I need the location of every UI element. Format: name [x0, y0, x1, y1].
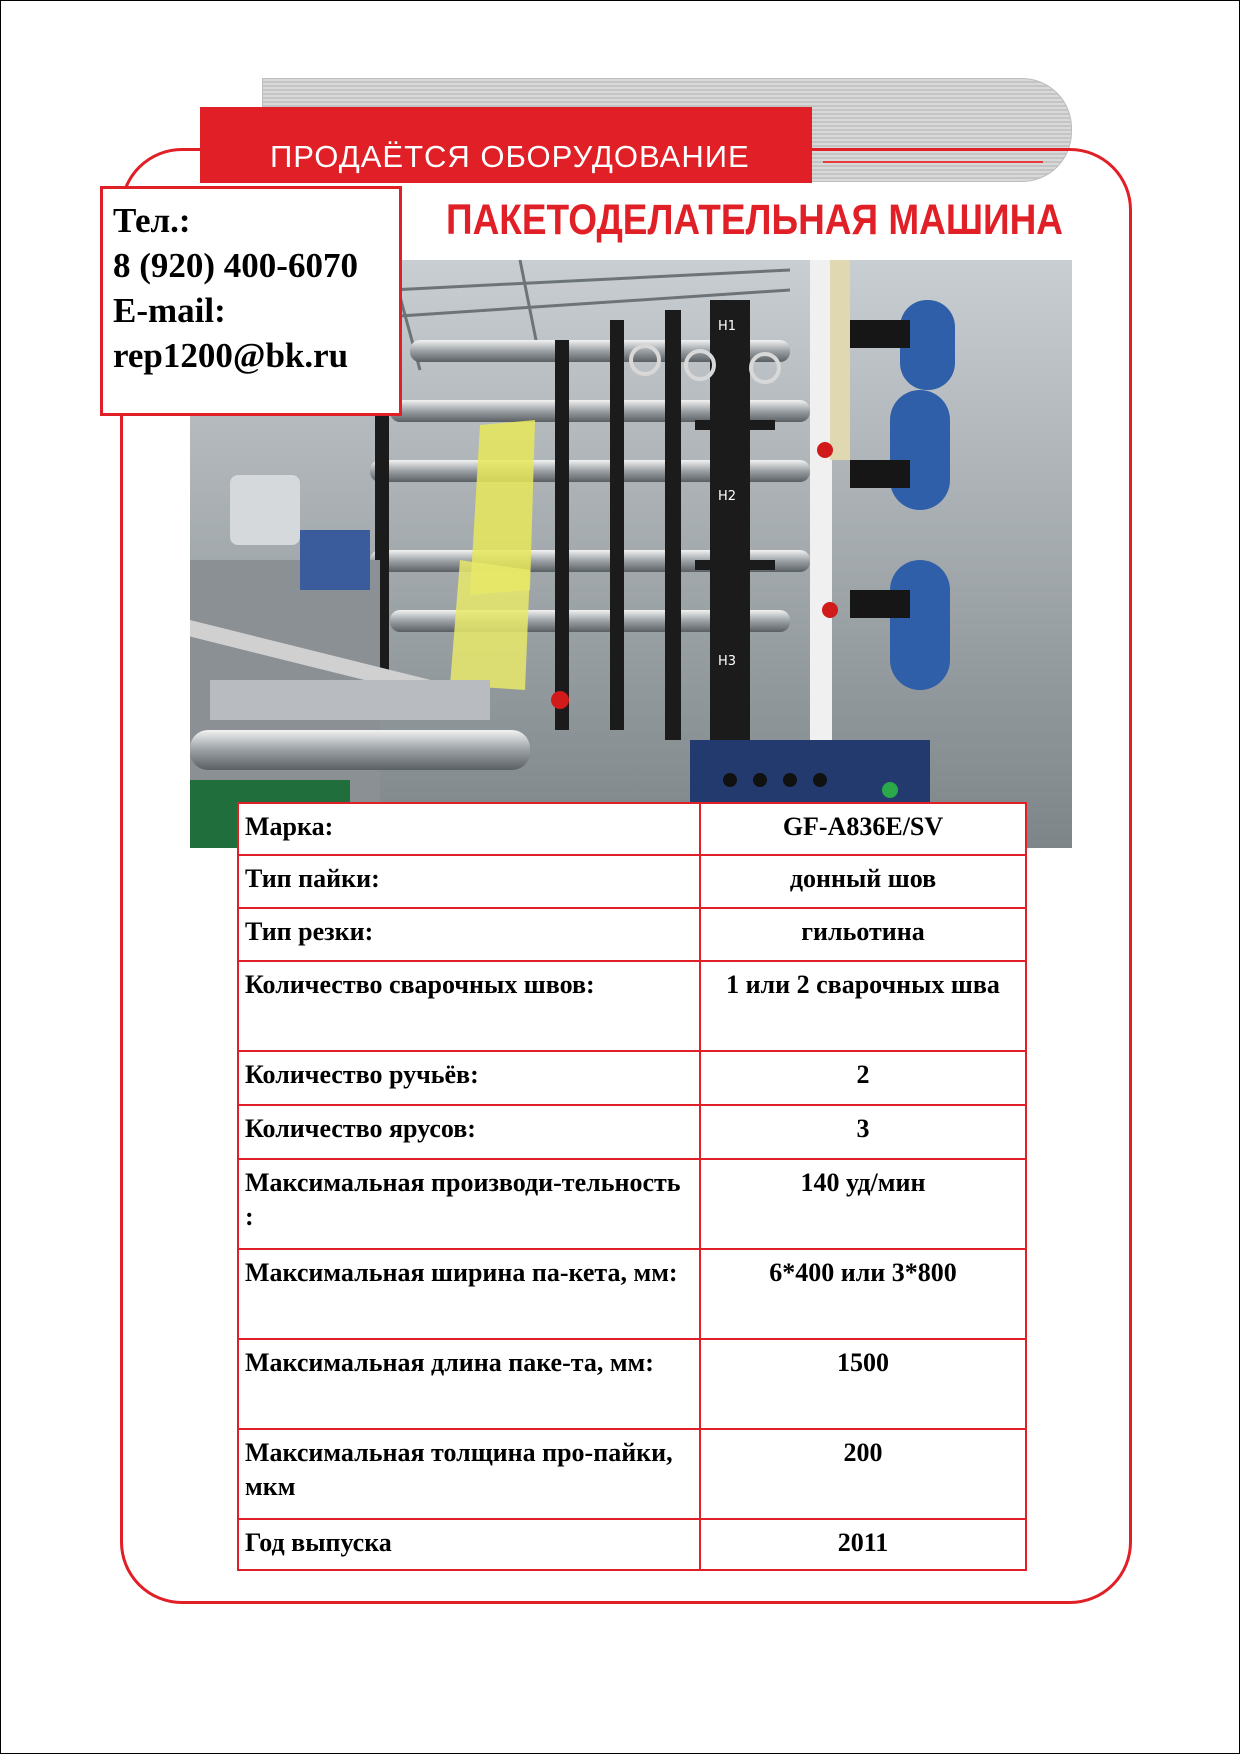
spec-value: донный шов: [700, 855, 1026, 908]
table-row: [238, 1159, 1026, 1249]
table-row: [238, 1339, 1026, 1429]
table-row: [238, 855, 1026, 908]
spec-key: Максимальная длина паке-та, мм:: [238, 1339, 700, 1429]
spec-key: Максимальная ширина па-кета, мм:: [238, 1249, 700, 1339]
spec-value: GF-A836E/SV: [700, 803, 1026, 855]
email-label: E-mail:: [113, 291, 226, 330]
phone-label: Тел.:: [113, 201, 191, 240]
spec-key: Год выпуска: [238, 1519, 700, 1570]
spec-key: Максимальная производи-тельность :: [238, 1159, 700, 1249]
page-title: ПАКЕТОДЕЛАТЕЛЬНАЯ МАШИНА: [446, 196, 1063, 244]
contact-box: [100, 186, 402, 416]
spec-value: 3: [700, 1105, 1026, 1159]
table-row: [238, 1429, 1026, 1519]
table-row: [238, 908, 1026, 961]
header-banner: [200, 107, 812, 183]
spec-value: 1 или 2 сварочных шва: [700, 961, 1026, 1051]
spec-key: Марка:: [238, 803, 700, 855]
table-row: [238, 1519, 1026, 1570]
spec-value: 2: [700, 1051, 1026, 1105]
email-address: rep1200@bk.ru: [113, 336, 349, 375]
spec-key: Количество ярусов:: [238, 1105, 700, 1159]
banner-text: ПРОДАЁТСЯ ОБОРУДОВАНИЕ: [270, 139, 750, 174]
spec-value: 140 уд/мин: [700, 1159, 1026, 1249]
spec-value: 6*400 или 3*800: [700, 1249, 1026, 1339]
photo-label-h3: H3: [718, 654, 737, 669]
table-row: [238, 961, 1026, 1051]
spec-key: Тип пайки:: [238, 855, 700, 908]
phone-number: 8 (920) 400-6070: [113, 246, 358, 285]
photo-label-h1: H1: [718, 319, 737, 334]
specs-table: [237, 802, 1027, 1571]
spec-key: Максимальная толщина про-пайки, мкм: [238, 1429, 700, 1519]
table-row: [238, 803, 1026, 855]
table-row: [238, 1249, 1026, 1339]
table-row: [238, 1105, 1026, 1159]
spec-key: Количество сварочных швов:: [238, 961, 700, 1051]
spec-key: Количество ручьёв:: [238, 1051, 700, 1105]
spec-value: 200: [700, 1429, 1026, 1519]
table-row: [238, 1051, 1026, 1105]
spec-value: гильотина: [700, 908, 1026, 961]
spec-value: 2011: [700, 1519, 1026, 1570]
spec-value: 1500: [700, 1339, 1026, 1429]
spec-key: Тип резки:: [238, 908, 700, 961]
photo-label-h2: H2: [718, 489, 737, 504]
